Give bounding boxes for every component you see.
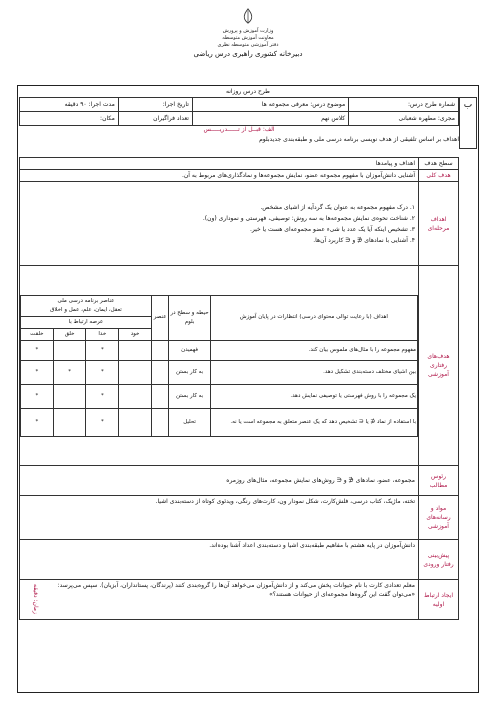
start-text: معلم تعدادی کارت با نام حیوانات پخش می‌کند و از دانش‌آموزان می‌خواهد آن‌ها را گروه‌بندی کنند (پرندگان، پستانداران، آبزیان). سپس می‌پرسد: «می‌توان گفت این گروه‌ها مجموعه‌ای از حیوانات هستند؟» زمان: دقیقه <box>20 580 419 620</box>
duration: مدت اجرا: ۹۰ دقیقه <box>20 98 119 112</box>
exec-date: تاریخ اجرا: <box>118 98 192 112</box>
students: تعداد فراگیران <box>118 112 192 126</box>
side-logo: ب <box>459 97 477 149</box>
col-self: خود <box>119 328 152 340</box>
overall-aim: آشنایی دانش‌آموزان با مفهوم مجموعه عضو، نمایش مجموعه‌ها و نمادگذاری‌های مربوط به آن. <box>20 170 419 182</box>
plan-grid <box>19 157 459 620</box>
heading-label: رئوس مطالب <box>419 466 459 496</box>
document-header <box>0 8 496 60</box>
behavior-text: بین اشیای مختلف دسته‌بندی تشکیل دهد. <box>210 360 417 384</box>
bloom-level: فهمیدن <box>169 340 210 360</box>
stage-aim: ۴. آشنایی با نمادهای ∉ و ∈ کاربرد آن‌ها. <box>313 236 415 244</box>
office-line: دفتر آموزشی متوسطه نظری <box>217 42 279 48</box>
behavior-label: هدف‌های رفتاری آموزشی <box>419 266 459 466</box>
stage-aims <box>20 182 419 266</box>
place: مکان: <box>20 112 119 126</box>
relations-header: عرصه ارتباط با <box>21 316 152 328</box>
col-god: خدا <box>86 328 119 340</box>
stage-aim: ۳. تشخیص اینکه آیا یک عدد یا شیء عضو مجموعه‌ای هست یا خیر. <box>249 225 415 233</box>
grade: کلاس نهم <box>192 112 348 126</box>
lesson-topic: موضوع درس: معرفی مجموعه ها <box>192 98 348 112</box>
col-creation: خلقت <box>21 328 54 340</box>
materials-label: مواد و رسانه‌های آموزشی <box>419 496 459 540</box>
behavior-table: اهداف (با رعایت توالی محتوای درسی) انتظارات در پایان آموزش حیطه و سطح در بلوم عنصر عناصر برنامه درسی ملی تعقل، ایمان، علم، عمل و اخلاق عرصه ارتباط با خود خدا خلق خلقت مفهوم مجموعه را با مثال‌های ملموس بیان کند. فهمیدن * * بین اشیای مختلف دسته‌بندی تشکیل دهد. به کار بستن * * * یک مجموعه را با روش فهرستی یا توصیفی نمایش دهد. به کار بستن * * با استفاده از نماد ∉ یا ∈ تشخیص دهد که یک عنصر متعلق به مجموعه است یا نه. تحلیل * * <box>20 295 418 437</box>
stage-aim: ۱. درک مفهوم مجموعه به عنوان یک گردآیه از اشیای مشخص. <box>260 203 415 211</box>
stage-aim: ۲. شناخت نحوه‌ی نمایش مجموعه‌ها به سه روش: توصیفی، فهرستی و نموداری (ون). <box>202 214 415 222</box>
prereq-text: دانش‌آموزان در پایه هشتم با مفاهیم طبقه‌بندی اشیا و دسته‌بندی اعداد آشنا بوده‌اند. <box>20 540 419 580</box>
element-header: عنصر <box>151 295 168 340</box>
section-before-teaching: الف: قبــل از تــــــدریـــــس <box>203 126 275 133</box>
info-table <box>19 97 459 126</box>
overall-label: هدف کلی <box>419 170 459 182</box>
start-label: ایجاد ارتباط اولیه <box>419 580 459 620</box>
time-label: زمان: دقیقه <box>32 584 39 614</box>
behavior-text: یک مجموعه را با روش فهرستی یا توصیفی نمایش دهد. <box>210 384 417 408</box>
col-people: خلق <box>53 328 86 340</box>
bloom-header: حیطه و سطح در بلوم <box>169 295 210 340</box>
teacher: مجری: مطهره شعبانی <box>349 112 459 126</box>
elements-header: عناصر برنامه درسی ملی تعقل، ایمان، علم، عمل و اخلاق <box>21 295 152 316</box>
levels-label: سطح هدف <box>419 158 459 170</box>
bloom-level: تحلیل <box>169 408 210 436</box>
aims-intro: اهداف بر اساس تلفیقی از هدف نویسی برنامه درسی ملی و طبقه‌بندی جدیدبلوم <box>259 136 459 143</box>
behavior-text: با استفاده از نماد ∉ یا ∈ تشخیص دهد که یک عنصر متعلق به مجموعه است یا نه. <box>210 408 417 436</box>
plan-title: طرح درس روزانه <box>226 88 270 95</box>
stage-label: اهداف مرحله‌ای <box>419 182 459 266</box>
deputy-line: معاونت آموزش متوسطه <box>222 35 274 41</box>
bloom-level: به کار بستن <box>169 384 210 408</box>
behavior-text: مفهوم مجموعه را با مثال‌های ملموس بیان کند. <box>210 340 417 360</box>
secretariat-line: دبیرخانه کشوری راهبری درس ریاضی <box>193 50 303 58</box>
prereq-label: پیش‌بینی رفتار ورودی <box>419 540 459 580</box>
behavior-cell <box>20 266 419 466</box>
expected-header: اهداف (با رعایت توالی محتوای درسی) انتظارات در پایان آموزش <box>210 295 417 340</box>
heading-text: مجموعه، عضو، نمادهای ∉ و ∈ روش‌های نمایش مجموعه، مثال‌های روزمره <box>20 466 419 496</box>
iran-emblem-icon <box>239 8 257 24</box>
bloom-level: به کار بستن <box>169 360 210 384</box>
plan-number: شماره طرح درس: <box>349 98 459 112</box>
materials-text: تخته، ماژیک، کتاب درسی، فلش‌کارت، شکل نمودار ون، کارت‌های رنگی، ویدئوی کوتاه از دسته‌بندی اشیا. <box>20 496 419 540</box>
ministry-line: وزارت آموزش و پرورش <box>222 28 274 34</box>
aims-header: اهداف و پیامدها <box>20 158 419 170</box>
